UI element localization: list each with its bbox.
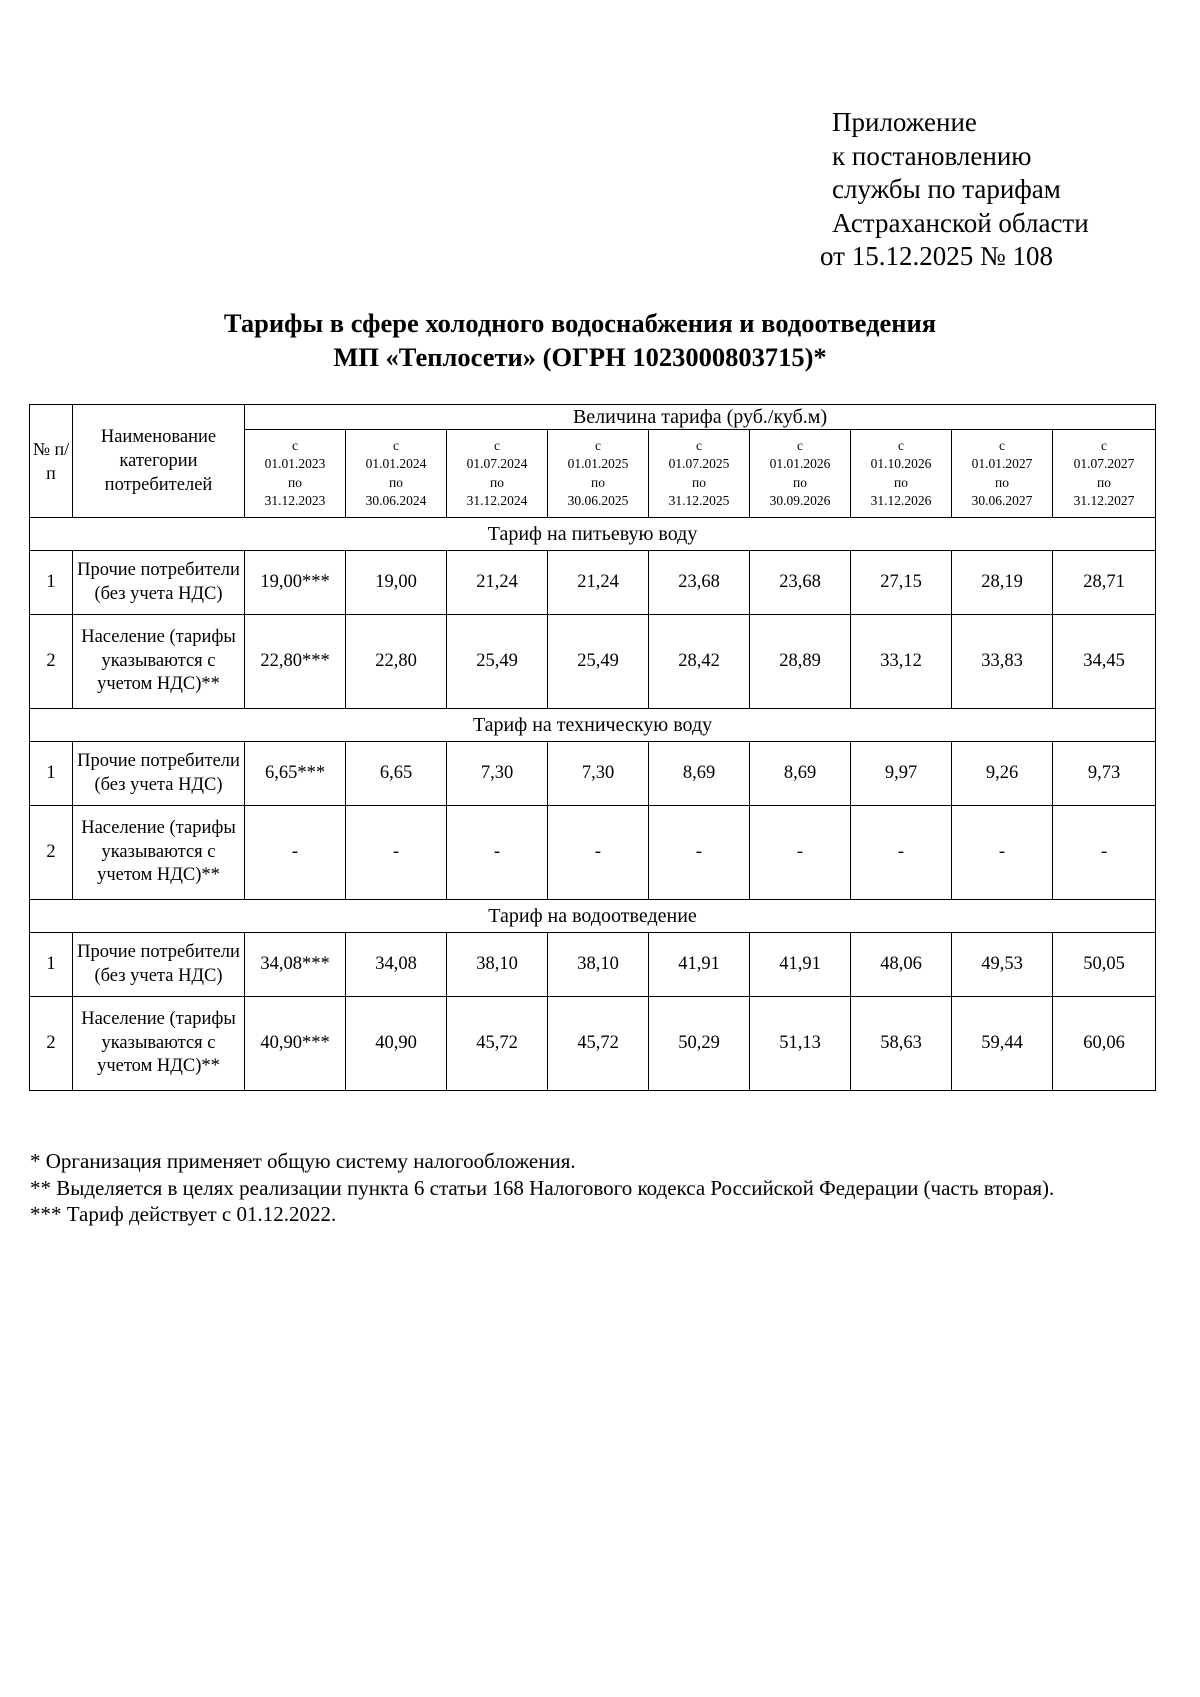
table-row [30,997,1156,1091]
appendix-line: Приложение [832,107,977,137]
row-number: 1 [30,933,73,997]
period-d1: 01.07.2024 [466,456,528,471]
row-category: Прочие потребители (без учета НДС) [73,551,245,615]
appendix-line: службы по тарифам [832,174,1061,204]
period-to: по [490,474,504,490]
period-to: по [288,474,302,490]
appendix-line: Астраханской области [832,207,1089,238]
period-to: по [1097,474,1112,490]
header-period [1053,430,1156,518]
table-row [30,615,1156,709]
tariff-table [29,404,1156,1091]
table-row [30,551,1156,615]
tariff-value-cell: - [447,806,548,900]
tariff-value-cell: 48,06 [851,933,952,997]
period-d2: 31.12.2025 [668,493,730,508]
row-category: Население (тарифы указываются с учетом НДС)** [73,615,245,709]
row-number: 2 [30,615,73,709]
tariff-value-cell: 45,72 [548,997,649,1091]
section-title: Тариф на водоотведение [30,900,1156,933]
period-d1: 01.01.2023 [264,456,326,471]
period-d2: 31.12.2024 [466,493,528,508]
period-from: с [292,437,298,453]
period-d2: 30.09.2026 [769,493,831,508]
tariff-value-cell: 8,69 [750,742,851,806]
row-category: Прочие потребители (без учета НДС) [73,933,245,997]
tariff-value-cell: 23,68 [750,551,851,615]
table-row [30,806,1156,900]
tariff-value-cell: 28,42 [649,615,750,709]
tariff-value-cell: 19,00 [346,551,447,615]
tariff-value-cell: 38,10 [548,933,649,997]
tariff-value-cell: - [649,806,750,900]
tariff-value-cell: 28,89 [750,615,851,709]
header-tariff-value: Величина тарифа (руб./куб.м) [245,405,1156,430]
header-period [447,430,548,518]
header-period [346,430,447,518]
tariff-value-cell: - [750,806,851,900]
appendix-line: от 15.12.2025 № 108 [820,241,1053,271]
header-period [851,430,952,518]
appendix-header [820,106,1089,274]
footnote-2: ** Выделяется в целях реализации пункта 6 статьи 168 Налогового кодекса Российской Федерации (часть вторая). [30,1175,1055,1200]
tariff-value-cell: 8,69 [649,742,750,806]
period-from: с [393,437,399,453]
period-from: с [696,437,702,453]
row-number: 2 [30,997,73,1091]
period-d2: 30.06.2027 [971,493,1033,508]
tariff-value-cell: 60,06 [1053,997,1156,1091]
period-d1: 01.01.2026 [769,456,831,471]
period-to: по [793,474,807,490]
title-line-1: Тарифы в сфере холодного водоснабжения и водоотведения [223,308,937,338]
period-to: по [995,474,1009,490]
tariff-value-cell: 59,44 [952,997,1053,1091]
tariff-value-cell: 28,19 [952,551,1053,615]
title-line-2: МП «Теплосети» (ОГРН 1023000803715)* [333,342,827,372]
tariff-value-cell: 41,91 [750,933,851,997]
tariff-value-cell: 7,30 [447,742,548,806]
tariff-value-cell: - [851,806,952,900]
header-period [548,430,649,518]
tariff-value-cell: 9,97 [851,742,952,806]
period-d2: 31.12.2027 [1073,493,1135,508]
tariff-value-cell: 27,15 [851,551,952,615]
period-from: с [1101,437,1108,453]
table-row [30,933,1156,997]
tariff-value-cell: 9,73 [1053,742,1156,806]
tariff-value-cell: 25,49 [548,615,649,709]
period-d1: 01.01.2027 [971,456,1033,471]
section-row [30,518,1156,551]
tariff-value-cell: 23,68 [649,551,750,615]
header-category: Наименование категории потребителей [73,405,245,518]
footnote-3: *** Тариф действует с 01.12.2022. [30,1202,337,1226]
header-period [649,430,750,518]
tariff-value-cell: 19,00*** [245,551,346,615]
section-row [30,709,1156,742]
tariff-value-cell: 38,10 [447,933,548,997]
tariff-value-cell: 58,63 [851,997,952,1091]
period-to: по [591,474,605,490]
tariff-value-cell: 40,90*** [245,997,346,1091]
tariff-value-cell: - [346,806,447,900]
tariff-value-cell: 34,45 [1053,615,1156,709]
tariff-value-cell: 28,71 [1053,551,1156,615]
header-number: № п/ п [30,405,73,518]
tariff-value-cell: 34,08*** [245,933,346,997]
period-d1: 01.10.2026 [870,456,932,471]
period-d2: 31.12.2023 [264,493,326,508]
appendix-line: к постановлению [832,140,1032,171]
tariff-value-cell: 25,49 [447,615,548,709]
footnotes [30,1148,1116,1228]
tariff-value-cell: 21,24 [548,551,649,615]
section-title: Тариф на техническую воду [30,709,1156,742]
period-d2: 30.06.2024 [365,493,427,508]
table-row [30,742,1156,806]
footnote-1: * Организация применяет общую систему налогообложения. [30,1149,576,1173]
tariff-value-cell: 22,80 [346,615,447,709]
tariff-value-cell: 50,05 [1053,933,1156,997]
header-period [952,430,1053,518]
tariff-value-cell: 50,29 [649,997,750,1091]
row-category: Прочие потребители (без учета НДС) [73,742,245,806]
tariff-value-cell: 40,90 [346,997,447,1091]
period-from: с [797,437,803,453]
period-to: по [692,474,706,490]
tariff-value-cell: 45,72 [447,997,548,1091]
period-d1: 01.01.2024 [365,456,427,471]
tariff-value-cell: 7,30 [548,742,649,806]
period-to: по [894,474,908,490]
tariff-value-cell: - [1053,806,1156,900]
period-from: с [494,437,500,453]
tariff-value-cell: 49,53 [952,933,1053,997]
period-d2: 30.06.2025 [567,493,629,508]
row-number: 1 [30,742,73,806]
period-from: с [999,437,1005,453]
tariff-value-cell: 41,91 [649,933,750,997]
tariff-value-cell: 33,12 [851,615,952,709]
tariff-value-cell: 6,65 [346,742,447,806]
period-d1: 01.07.2025 [668,456,730,471]
tariff-value-cell: 22,80*** [245,615,346,709]
tariff-value-cell: 34,08 [346,933,447,997]
period-from: с [898,437,904,453]
period-d1: 01.01.2025 [567,456,629,471]
header-period [245,430,346,518]
tariff-value-cell: 9,26 [952,742,1053,806]
row-number: 1 [30,551,73,615]
section-row [30,900,1156,933]
section-title: Тариф на питьевую воду [30,518,1156,551]
period-d2: 31.12.2026 [870,493,932,508]
period-from: с [595,437,601,453]
tariff-value-cell: - [548,806,649,900]
row-number: 2 [30,806,73,900]
header-period [750,430,851,518]
row-category: Население (тарифы указываются с учетом НДС)** [73,806,245,900]
tariff-value-cell: - [952,806,1053,900]
tariff-value-cell: 33,83 [952,615,1053,709]
row-category: Население (тарифы указываются с учетом НДС)** [73,997,245,1091]
tariff-value-cell: - [245,806,346,900]
document-title [0,306,1160,374]
period-d1: 01.07.2027 [1073,456,1135,471]
tariff-value-cell: 51,13 [750,997,851,1091]
tariff-value-cell: 21,24 [447,551,548,615]
period-to: по [389,474,403,490]
tariff-value-cell: 6,65*** [245,742,346,806]
